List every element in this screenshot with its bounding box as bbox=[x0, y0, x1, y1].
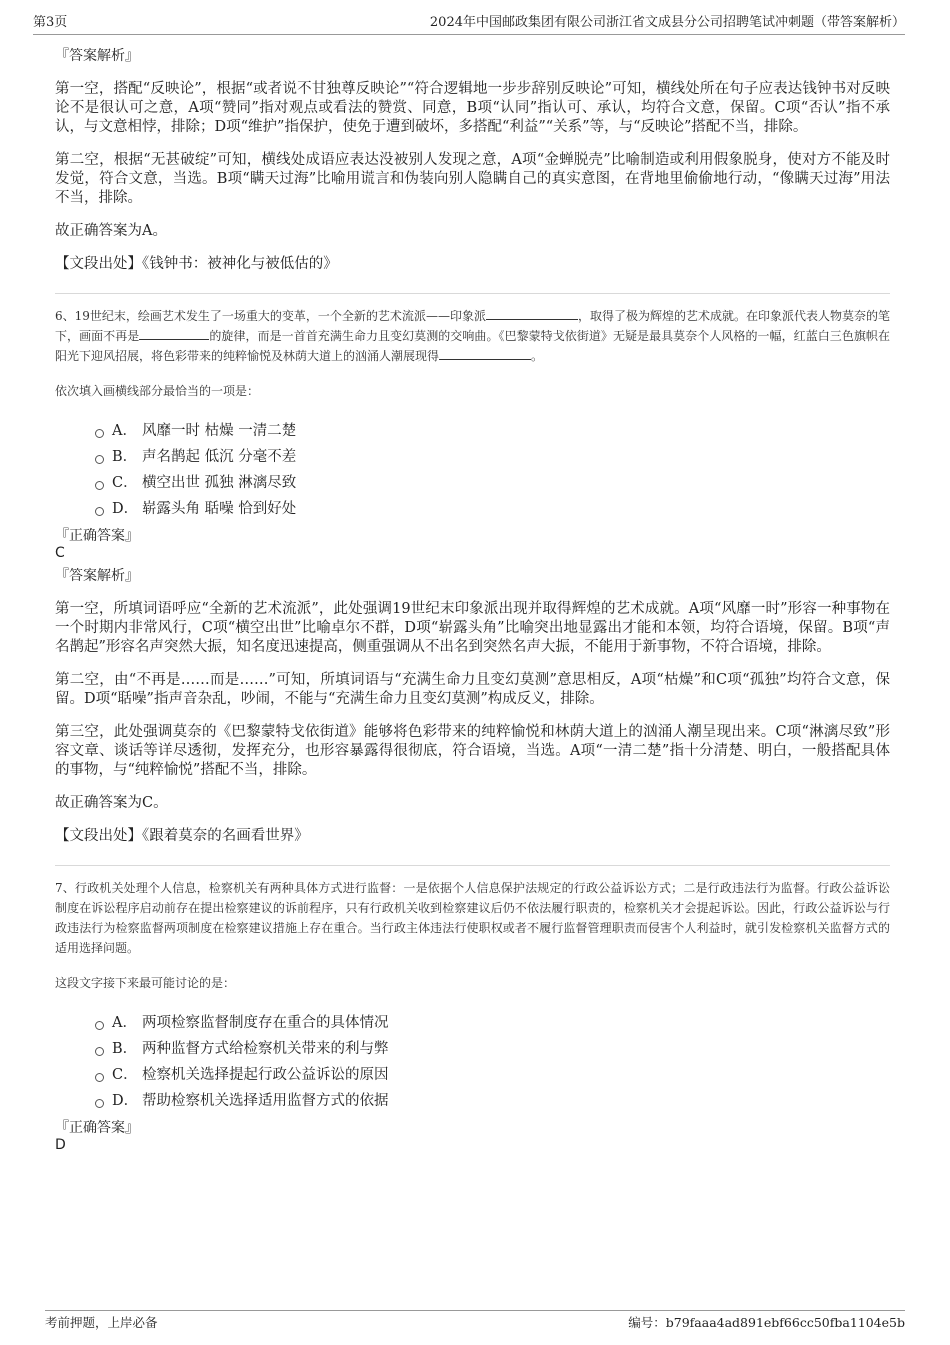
radio-icon[interactable] bbox=[95, 455, 104, 464]
q6-analysis-label: 『答案解析』 bbox=[55, 568, 139, 584]
q7-option-a[interactable] bbox=[95, 1010, 890, 1036]
radio-icon[interactable] bbox=[95, 1021, 104, 1030]
q5-source: 【文段出处】《钱钟书：被神化与被低估的》 bbox=[55, 256, 338, 272]
fill-blank bbox=[439, 347, 531, 360]
q6-answer-label: 『正确答案』 bbox=[55, 528, 139, 544]
q6-answer: C bbox=[55, 545, 65, 561]
option-letter: A． bbox=[112, 423, 137, 439]
q6-prompt: 依次填入画横线部分最恰当的一项是： bbox=[55, 384, 260, 398]
q6-conclusion: 故正确答案为C。 bbox=[55, 795, 168, 811]
document-id: 编号：b79faaa4ad891ebf66cc50fba1104e5b bbox=[628, 1315, 905, 1330]
divider bbox=[55, 293, 890, 294]
radio-icon[interactable] bbox=[95, 1073, 104, 1082]
radio-icon[interactable] bbox=[95, 1099, 104, 1108]
q6-text-part: 的旋律，而是一首首充满生命力且变幻莫测的交响曲。《巴黎蒙特戈依街道》无疑是最具莫奈个人风格的一幅，红蓝白三色旗帜在阳光下迎风招展，将色彩带来的纯粹愉悦及林荫大道上的汹涌人潮展现得 bbox=[55, 329, 890, 363]
q7-section bbox=[55, 878, 890, 1154]
q6-options bbox=[95, 418, 890, 522]
option-letter: A． bbox=[112, 1015, 137, 1031]
q5-section bbox=[55, 47, 890, 274]
document-title: 2024年中国邮政集团有限公司浙江省文成县分公司招聘笔试冲刺题（带答案解析） bbox=[429, 15, 905, 30]
option-letter: C． bbox=[112, 1067, 138, 1083]
page-number: 第3页 bbox=[33, 15, 68, 30]
footer-slogan: 考前押题，上岸必备 bbox=[45, 1315, 158, 1330]
fill-blank bbox=[486, 307, 578, 320]
radio-icon[interactable] bbox=[95, 481, 104, 490]
option-letter: D． bbox=[112, 1093, 139, 1109]
option-text: 两种监督方式给检察机关带来的利与弊 bbox=[142, 1041, 389, 1057]
radio-icon[interactable] bbox=[95, 429, 104, 438]
option-text: 崭露头角 聒噪 恰到好处 bbox=[142, 501, 297, 517]
q6-analysis-para-1: 第一空，所填词语呼应“全新的艺术流派”，此处强调19世纪末印象派出现并取得辉煌的艺术成就。A项“风靡一时”形容一种事物在一个时期内非常风行，C项“横空出世”比喻卓尔不群，D项“崭露头角”比喻突出地显露出才能和本领，均符合语境，保留。B项“声名鹊起”形容名声突然大振，知名度迅速提高，侧重强调从不出名到突然名声大振，不能用于新事物，不符合语境，排除。 bbox=[55, 601, 890, 655]
q6-option-d[interactable] bbox=[95, 496, 890, 522]
q7-answer: D bbox=[55, 1137, 66, 1153]
option-letter: D． bbox=[112, 501, 139, 517]
option-text: 两项检察监督制度存在重合的具体情况 bbox=[142, 1015, 389, 1031]
divider bbox=[55, 865, 890, 866]
q6-text-part: 6、19世纪末，绘画艺术发生了一场重大的变革，一个全新的艺术流派——印象派 bbox=[55, 309, 486, 323]
radio-icon[interactable] bbox=[95, 1047, 104, 1056]
page-content bbox=[55, 47, 890, 1159]
q6-option-a[interactable] bbox=[95, 418, 890, 444]
q7-option-d[interactable] bbox=[95, 1088, 890, 1114]
q6-analysis-para-3: 第三空，此处强调莫奈的《巴黎蒙特戈依街道》能够将色彩带来的纯粹愉悦和林荫大道上的汹涌人潮呈现出来。C项“淋漓尽致”形容文章、谈话等详尽透彻，发挥充分，也形容暴露得很彻底，符合语境，当选。A项“一清二楚”指十分清楚、明白，一般搭配具体的事物，与“纯粹愉悦”搭配不当，排除。 bbox=[55, 724, 890, 778]
q6-source: 【文段出处】《跟着莫奈的名画看世界》 bbox=[55, 828, 309, 844]
page-footer bbox=[45, 1310, 905, 1330]
q7-option-c[interactable] bbox=[95, 1062, 890, 1088]
option-text: 横空出世 孤独 淋漓尽致 bbox=[142, 475, 297, 491]
option-text: 检察机关选择提起行政公益诉讼的原因 bbox=[142, 1067, 389, 1083]
q5-conclusion: 故正确答案为A。 bbox=[55, 223, 167, 239]
radio-icon[interactable] bbox=[95, 507, 104, 516]
option-text: 风靡一时 枯燥 一清二楚 bbox=[142, 423, 297, 439]
q6-option-c[interactable] bbox=[95, 470, 890, 496]
q7-option-b[interactable] bbox=[95, 1036, 890, 1062]
option-letter: B． bbox=[112, 449, 138, 465]
q6-option-b[interactable] bbox=[95, 444, 890, 470]
q7-answer-label: 『正确答案』 bbox=[55, 1120, 139, 1136]
q7-options bbox=[95, 1010, 890, 1114]
page-header bbox=[33, 14, 905, 35]
q6-text-part: 。 bbox=[531, 349, 544, 363]
q6-text-part: ，取得了极为辉煌的艺术成就。在印象派代表人物莫奈的笔下，画面不再是 bbox=[55, 309, 890, 343]
q6-question-text bbox=[55, 306, 890, 366]
q5-analysis-para-2: 第二空，根据“无甚破绽”可知，横线处成语应表达没被别人发现之意，A项“金蝉脱壳”比喻制造或利用假象脱身，使对方不能及时发觉，符合文意，当选。B项“瞒天过海”比喻用谎言和伪装向别人隐瞒自己的真实意图，在背地里偷偷地行动，“像瞒天过海”用法不当，排除。 bbox=[55, 152, 890, 206]
q7-question-text: 7、行政机关处理个人信息，检察机关有两种具体方式进行监督：一是依据个人信息保护法规定的行政公益诉讼方式；二是行政违法行为监督。行政公益诉讼制度在诉讼程序启动前存在提出检察建议的诉前程序，只有行政机关收到检察建议后仍不依法履行职责的，检察机关才会提起诉讼。因此，行政公益诉讼与行政违法行为检察监督两项制度在检察建议措施上存在重合。当行政主体违法行使职权或者不履行监督管理职责而侵害个人利益时，就引发检察机关监督方式的适用选择问题。 bbox=[55, 881, 890, 955]
option-letter: C． bbox=[112, 475, 138, 491]
q5-analysis-label: 『答案解析』 bbox=[55, 48, 139, 64]
q7-prompt: 这段文字接下来最可能讨论的是： bbox=[55, 976, 236, 990]
q5-analysis-para-1: 第一空，搭配“反映论”，根据“或者说不甘独尊反映论”“符合逻辑地一步步辞别反映论”可知，横线处所在句子应表达钱钟书对反映论不是很认可之意，A项“赞同”指对观点或看法的赞赏、同意，B项“认同”指认可、承认，均符合文意，保留。C项“否认”指不承认，与文意相悖，排除；D项“维护”指保护，使免于遭到破坏，多搭配“利益”“关系”等，与“反映论”搭配不当，排除。 bbox=[55, 81, 890, 135]
fill-blank bbox=[139, 327, 209, 340]
option-letter: B． bbox=[112, 1041, 138, 1057]
q6-analysis-para-2: 第二空，由“不再是……而是……”可知，所填词语与“充满生命力且变幻莫测”意思相反，A项“枯燥”和C项“孤独”均符合文意，保留。D项“聒噪”指声音杂乱，吵闹，不能与“充满生命力且变幻莫测”构成反义，排除。 bbox=[55, 672, 890, 707]
option-text: 声名鹊起 低沉 分毫不差 bbox=[142, 449, 297, 465]
option-text: 帮助检察机关选择适用监督方式的依据 bbox=[142, 1093, 389, 1109]
q6-section bbox=[55, 306, 890, 846]
